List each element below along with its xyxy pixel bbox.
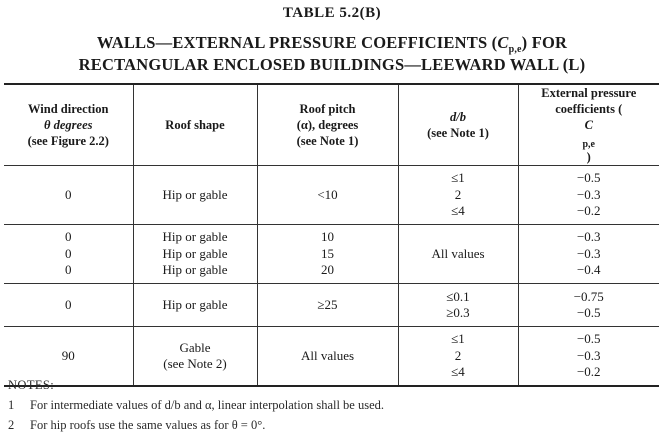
cpe-subscript: p,e [508, 44, 522, 55]
header-external-pressure-coefficients [518, 84, 659, 166]
cell-d-over-b: ≤1 2 ≤4 [398, 166, 518, 225]
cell-wind-direction: 90 [4, 327, 133, 387]
table-row [4, 284, 659, 327]
header-wind-direction [4, 84, 133, 166]
header-text: (α), degrees [296, 118, 359, 132]
cell-roof-shape: Hip or gable [133, 166, 257, 225]
cell-wind-direction: 0 [4, 166, 133, 225]
header-roof-shape: Roof shape [133, 84, 257, 166]
header-d-over-b [398, 84, 518, 166]
table-row [4, 225, 659, 284]
header-text: (see Note 1) [296, 134, 359, 148]
cell-wind-direction: 0 [4, 284, 133, 327]
header-text: d/b [450, 110, 466, 124]
cell-cpe: −0.75 −0.5 [518, 284, 659, 327]
header-text: Roof pitch [299, 102, 356, 116]
cell-d-over-b: ≤1 2 ≤4 [398, 327, 518, 387]
cell-roof-pitch: 10 15 20 [257, 225, 398, 284]
header-text: (see Note 1) [427, 126, 489, 140]
table-number: TABLE 5.2(B) [282, 5, 382, 21]
header-row [4, 84, 659, 166]
cell-d-over-b: ≤0.1 ≥0.3 [398, 284, 518, 327]
cell-roof-shape: Hip or gable [133, 284, 257, 327]
note-item [8, 395, 658, 415]
header-text: Wind direction [28, 102, 109, 116]
cell-roof-pitch: <10 [257, 166, 398, 225]
cell-roof-pitch: All values [257, 327, 398, 387]
title-line-1 [0, 33, 664, 55]
cpe-symbol [497, 33, 522, 55]
header-text: (see Figure 2.2) [27, 134, 109, 148]
cell-d-over-b: All values [398, 225, 518, 284]
note-item [8, 415, 658, 435]
table-title [0, 33, 664, 74]
note-number: 1 [8, 398, 15, 412]
cell-cpe: −0.3 −0.3 −0.4 [518, 225, 659, 284]
note-text: For intermediate values of d/b and α, linear interpolation shall be used. [30, 398, 385, 412]
cell-cpe: −0.5 −0.3 −0.2 [518, 327, 659, 387]
table-row [4, 166, 659, 225]
notes-heading: NOTES: [8, 378, 55, 392]
notes-section [8, 375, 658, 435]
note-text: For hip roofs use the same values as for θ = 0°. [30, 418, 266, 432]
cell-roof-pitch: ≥25 [257, 284, 398, 327]
cell-wind-direction: 0 0 0 [4, 225, 133, 284]
title-line-2: RECTANGULAR ENCLOSED BUILDINGS—LEEWARD WALL (L) [78, 55, 586, 74]
note-number: 2 [8, 418, 15, 432]
pressure-coefficient-table [4, 83, 659, 387]
header-text: External pressure [541, 86, 637, 100]
header-text: θ degrees [44, 118, 93, 132]
title-text: ) FOR [521, 33, 568, 52]
title-text: WALLS—EXTERNAL PRESSURE COEFFICIENTS ( [96, 33, 498, 52]
cell-roof-shape: Hip or gable Hip or gable Hip or gable [133, 225, 257, 284]
header-roof-pitch [257, 84, 398, 166]
cell-cpe: −0.5 −0.3 −0.2 [518, 166, 659, 225]
cpe-letter: C [497, 33, 509, 52]
cell-roof-shape: Gable (see Note 2) [133, 327, 257, 387]
header-text: coefficients ( C p,e ) [555, 102, 623, 164]
